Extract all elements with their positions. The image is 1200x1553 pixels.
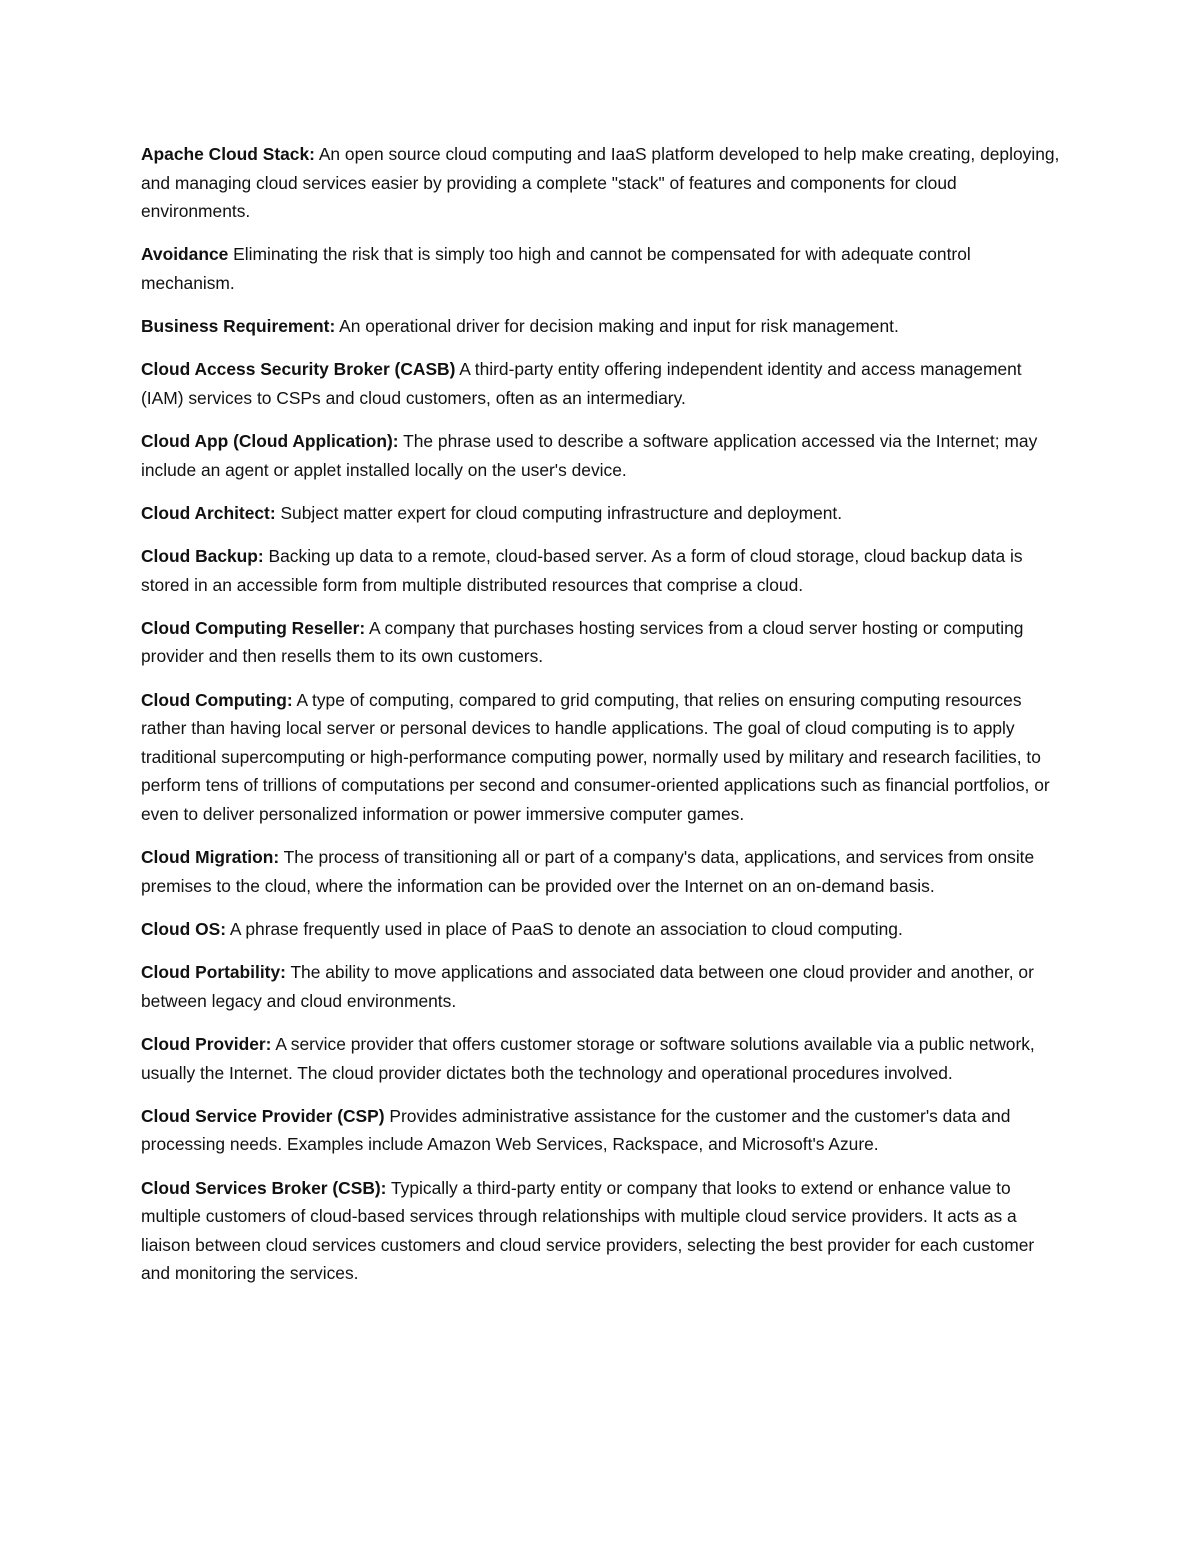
glossary-entry-casb <box>141 355 1061 412</box>
glossary-term: Cloud Backup: <box>141 546 264 567</box>
glossary-entry-csp <box>141 1102 1061 1159</box>
glossary-definition: A third-party entity offering independent identity and access management (IAM) services to CSPs and cloud customers, often as an intermediary. <box>141 359 1022 408</box>
glossary-definition: The phrase used to describe a software application accessed via the Internet; may include an agent or applet installed locally on the user's device. <box>141 431 1038 480</box>
glossary-term: Avoidance <box>141 244 229 265</box>
glossary-term: Cloud Provider: <box>141 1033 272 1054</box>
glossary-term: Apache Cloud Stack: <box>141 144 315 164</box>
glossary-entry-cloud-os <box>141 915 1061 944</box>
glossary-definition: A type of computing, compared to grid computing, that relies on ensuring computing resources rather than having local server or personal devices to handle applications. The goal of cloud computing is to apply traditional supercomputing or high-performance computing power, normally used by military and research facilities, to perform tens of trillions of computations per second and consumer-oriented applications such as financial portfolios, or even to deliver personalized information or power immersive computer games. <box>141 689 1050 825</box>
glossary-entry-cloud-computing <box>141 686 1061 829</box>
glossary-definition: A company that purchases hosting services from a cloud server hosting or computing provider and then resells them to its own customers. <box>141 617 1024 667</box>
glossary-term: Cloud Computing Reseller: <box>141 617 366 638</box>
glossary-term: Cloud Portability: <box>141 962 286 983</box>
glossary-term: Cloud Migration: <box>141 847 280 868</box>
glossary-definition: Backing up data to a remote, cloud-based server. As a form of cloud storage, cloud backup data is stored in an accessible form from multiple distributed resources that comprise a cloud. <box>141 546 1023 595</box>
glossary-definition: Subject matter expert for cloud computing infrastructure and deployment. <box>275 502 843 523</box>
glossary-entry-csb <box>141 1174 1061 1288</box>
glossary-definition: A phrase frequently used in place of PaaS to denote an association to cloud computing. <box>226 919 903 939</box>
glossary-definition: A service provider that offers customer storage or software solutions available via a public network, usually the Internet. The cloud provider dictates both the technology and operational procedures involved. <box>141 1033 1035 1083</box>
glossary-entry-cloud-migration <box>141 843 1061 900</box>
glossary-entry-cloud-computing-reseller <box>141 614 1061 671</box>
glossary-definition: An operational driver for decision making and input for risk management. <box>335 316 899 337</box>
glossary-term: Cloud Access Security Broker (CASB) <box>141 359 456 380</box>
glossary-term: Business Requirement: <box>141 316 336 337</box>
glossary-term: Cloud Computing: <box>141 689 293 710</box>
glossary-definition: An open source cloud computing and IaaS platform developed to help make creating, deploying, and managing cloud services easier by providing a complete "stack" of features and components for cloud environments. <box>141 144 1060 222</box>
glossary-definition: Provides administrative assistance for the customer and the customer's data and processing needs. Examples include Amazon Web Services, Rackspace, and Microsoft's Azure. <box>141 1105 1011 1155</box>
glossary-entry-avoidance <box>141 240 1061 297</box>
glossary-entry-cloud-portability <box>141 958 1061 1015</box>
glossary-definition: Typically a third-party entity or company that looks to extend or enhance value to multiple customers of cloud-based services through relationships with multiple cloud service providers. It acts as a liaison between cloud services customers and cloud service providers, selecting the best provider for each customer and monitoring the services. <box>141 1177 1035 1284</box>
glossary-page <box>141 140 1061 1303</box>
glossary-entry-cloud-provider <box>141 1030 1061 1087</box>
glossary-definition: The process of transitioning all or part of a company's data, applications, and services from onsite premises to the cloud, where the information can be provided over the Internet on an on-demand basis. <box>141 847 1035 896</box>
glossary-entry-apache-cloud-stack <box>141 140 1061 226</box>
glossary-term: Cloud App (Cloud Application): <box>141 431 399 452</box>
glossary-entry-cloud-architect <box>141 499 1061 528</box>
glossary-entry-business-requirement <box>141 312 1061 341</box>
glossary-entry-cloud-backup <box>141 542 1061 599</box>
glossary-term: Cloud OS: <box>141 919 227 939</box>
glossary-entry-cloud-app <box>141 427 1061 484</box>
glossary-term: Cloud Services Broker (CSB): <box>141 1177 387 1198</box>
glossary-definition: Eliminating the risk that is simply too high and cannot be compensated for with adequate control mechanism. <box>141 244 971 293</box>
glossary-term: Cloud Service Provider (CSP) <box>141 1105 385 1126</box>
glossary-definition: The ability to move applications and associated data between one cloud provider and another, or between legacy and cloud environments. <box>141 962 1034 1011</box>
glossary-term: Cloud Architect: <box>141 502 276 523</box>
